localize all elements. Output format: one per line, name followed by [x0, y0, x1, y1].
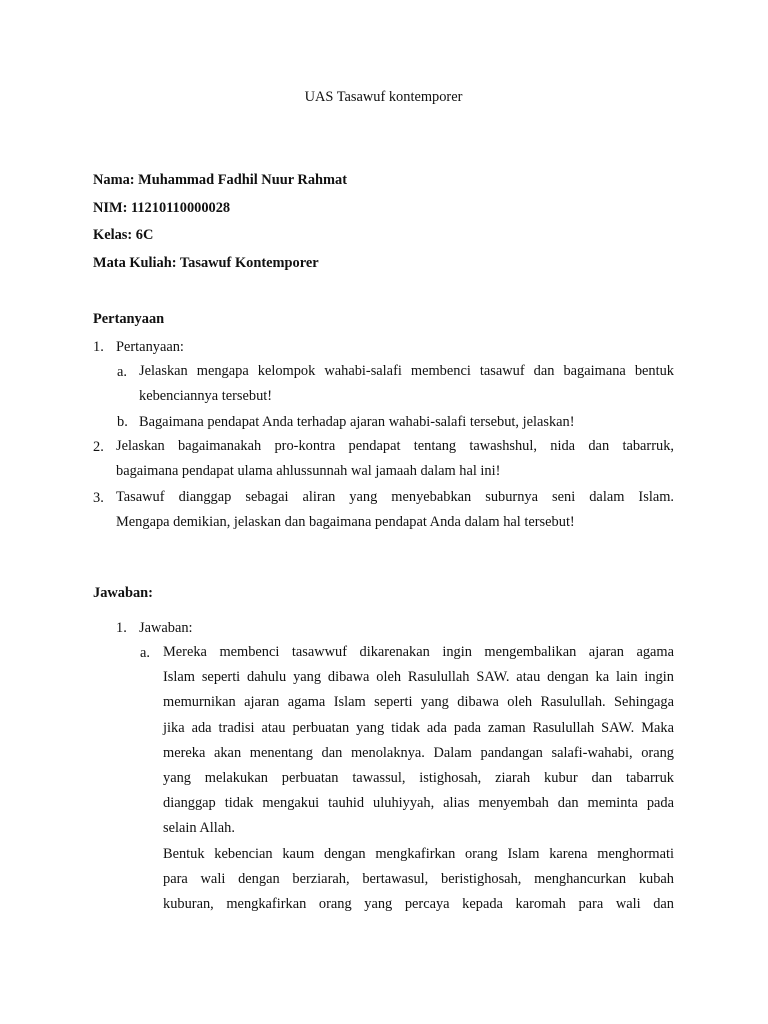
question-1-text: Pertanyaan: — [116, 339, 184, 355]
answer-line: mereka akan menentang dan menolaknya. Dalam pandangan salafi-wahabi, orang — [163, 744, 674, 761]
question-1a-text — [139, 359, 674, 409]
student-nim: NIM: 11210110000028 — [93, 200, 231, 216]
student-class: Kelas: 6C — [93, 227, 154, 243]
question-2-number: 2. — [93, 439, 104, 455]
question-2-line: Jelaskan bagaimanakah pro-kontra pendapat tentang tawashshul, nida dan tabarruk, — [116, 438, 674, 454]
question-3-number: 3. — [93, 490, 104, 506]
question-2-text — [116, 434, 674, 484]
question-1b-letter: b. — [117, 414, 128, 430]
answer-line: yang melakukan perbuatan tawassul, istighosah, ziarah kubur dan tabarruk — [163, 769, 674, 786]
question-1a-letter: a. — [117, 364, 127, 380]
answer-1-number: 1. — [116, 620, 127, 636]
answer-line: Mereka membenci tasawwuf dikarenakan ingin mengembalikan ajaran agama — [163, 644, 674, 660]
answer-1a-letter: a. — [140, 645, 150, 661]
answer-1a-paragraph-2 — [163, 842, 674, 918]
questions-heading: Pertanyaan — [93, 311, 165, 327]
answers-heading: Jawaban: — [93, 585, 153, 601]
answer-line: selain Allah. — [163, 820, 235, 837]
question-3-text — [116, 485, 674, 535]
question-1a-line: Jelaskan mengapa kelompok wahabi-salafi membenci tasawuf dan bagaimana bentuk — [139, 363, 674, 379]
answer-line: jika ada tradisi atau perbuatan yang tidak ada pada zaman Rasulullah SAW. Maka — [163, 719, 674, 736]
document-page — [93, 0, 674, 1024]
question-1b-text: Bagaimana pendapat Anda terhadap ajaran wahabi-salafi tersebut, jelaskan! — [139, 414, 575, 430]
question-2-line: bagaimana pendapat ulama ahlussunnah wal jamaah dalam hal ini! — [116, 463, 501, 480]
question-3-line: Tasawuf dianggap sebagai aliran yang menyebabkan suburnya seni dalam Islam. — [116, 489, 674, 505]
student-name: Nama: Muhammad Fadhil Nuur Rahmat — [93, 172, 347, 188]
course-name: Mata Kuliah: Tasawuf Kontemporer — [93, 255, 319, 271]
answer-line: para wali dengan berziarah, bertawasul, beristighosah, menghancurkan kubah — [163, 871, 674, 888]
question-3-line: Mengapa demikian, jelaskan dan bagaimana pendapat Anda dalam hal tersebut! — [116, 514, 575, 531]
answer-line: Bentuk kebencian kaum dengan mengkafirkan orang Islam karena menghormati — [163, 846, 674, 862]
answer-line: Islam seperti dahulu yang dibawa oleh Rasulullah SAW. atau dengan ka lain ingin — [163, 669, 674, 686]
answer-line: memurnikan ajaran agama Islam seperti yang dibawa oleh Rasulullah. Sehingaga — [163, 694, 674, 711]
answer-1-text: Jawaban: — [139, 620, 193, 636]
document-title: UAS Tasawuf kontemporer — [304, 89, 463, 105]
question-1-number: 1. — [93, 339, 104, 355]
answer-line: dianggap tidak mengakui tauhid uluhiyyah, alias menyembah dan meminta pada — [163, 795, 674, 812]
question-1a-line: kebenciannya tersebut! — [139, 388, 273, 405]
answer-line: kuburan, mengkafirkan orang yang percaya kepada karomah para wali dan — [163, 896, 674, 913]
answer-1a-paragraph-1 — [163, 640, 674, 842]
